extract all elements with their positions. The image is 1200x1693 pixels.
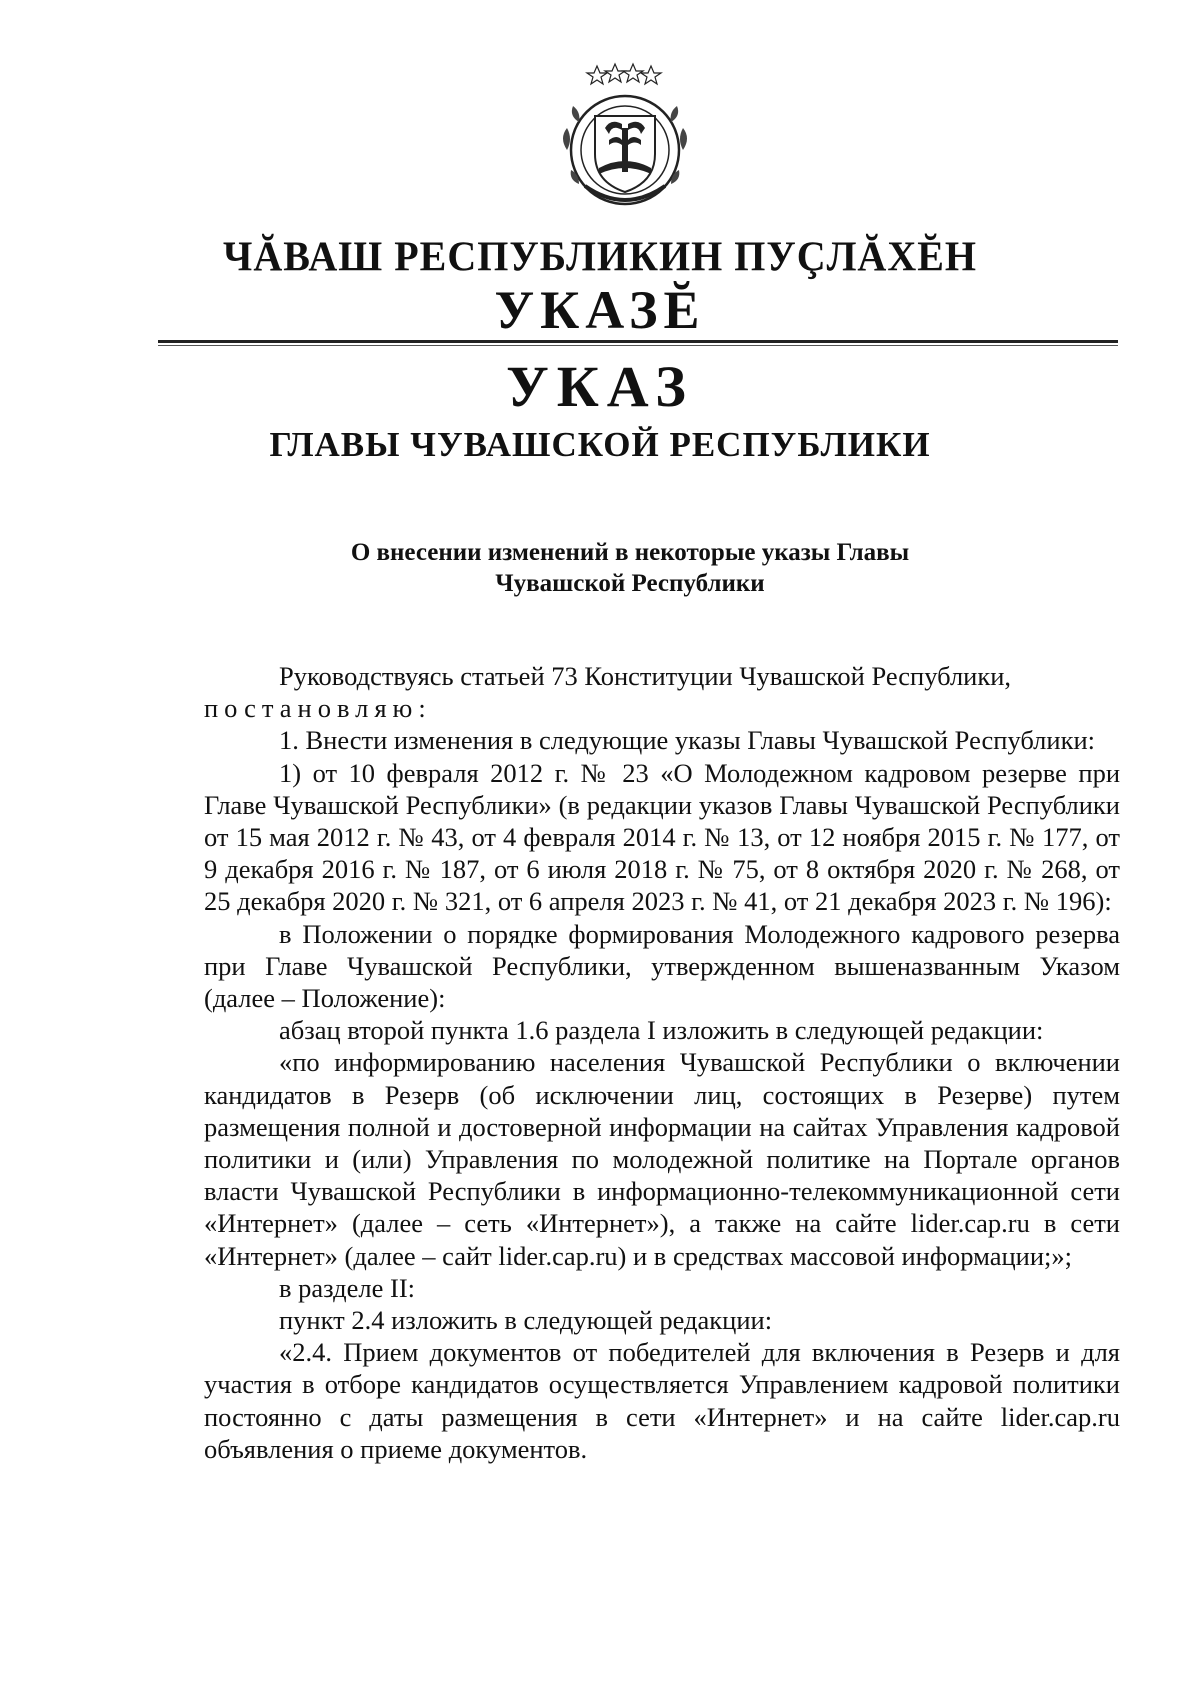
header-divider-thin <box>158 345 1118 346</box>
chuvash-coat-of-arms-icon <box>555 58 695 210</box>
intro-paragraph <box>204 660 1120 692</box>
header-divider <box>158 340 1118 343</box>
postanovlyayu-line <box>204 692 1120 724</box>
document-title-line2: Чувашской Республики <box>495 570 765 597</box>
russian-subtitle: ГЛАВЫ ЧУВАШСКОЙ РЕСПУБЛИКИ <box>269 425 931 464</box>
postanovlyayu-text: постановляю: <box>204 693 432 724</box>
paragraph-1: 1. Внести изменения в следующие указы Главы Чувашской Республики: <box>279 725 1095 756</box>
chuvash-header-title: ЧĂВАШ РЕСПУБЛИКИН ПУÇЛĂХĔН <box>222 232 977 281</box>
paragraph-7: пункт 2.4 изложить в следующей редакции: <box>279 1305 773 1336</box>
russian-ukaz-heading: УКАЗ <box>506 354 694 419</box>
paragraph-6: в разделе II: <box>279 1272 416 1303</box>
document-title-line1: О внесении изменений в некоторые указы Главы <box>350 539 910 566</box>
paragraph-8: «2.4. Прием документов от победителей для включения в Резерв и для участия в отборе кандидатов осуществляется Управлением кадровой политики постоянно с даты размещения в сети «Интернет» и на сайте lider.cap.ru объявления о приеме документов. <box>204 1337 1120 1464</box>
intro-text: Руководствуясь статьей 73 Конституции Чувашской Республики, <box>279 661 1012 691</box>
document-title <box>250 537 1010 599</box>
document-body <box>204 660 1120 1465</box>
paragraph-3: в Положении о порядке формирования Молодежного кадрового резерва при Главе Чувашской Республики, утвержденном вышеназванным Указом (далее – Положение): <box>204 918 1120 1014</box>
paragraph-4: абзац второй пункта 1.6 раздела I изложить в следующей редакции: <box>279 1015 1044 1046</box>
paragraph-5: «по информированию населения Чувашской Республики о включении кандидатов в Резерв (об исключении лиц, состоящих в Резерве) путем размещения полной и достоверной информации на сайтах Управления кадровой политики и (или) Управления по молодежной политике на Портале органов власти Чувашской Республики в информационно-телекоммуникационной сети «Интернет» (далее – сеть «Интернет»), а также на сайте lider.cap.ru в сети «Интернет» (далее – сайт lider.cap.ru) и в средствах массовой информации;»; <box>204 1047 1120 1271</box>
chuvash-ukaze-heading: УКАЗĔ <box>494 280 706 340</box>
paragraph-2: 1) от 10 февраля 2012 г. № 23 «О Молодежном кадровом резерве при Главе Чувашской Республики» (в редакции указов Главы Чувашской Республики от 15 мая 2012 г. № 43, от 4 февраля 2014 г. № 13, от 12 ноября 2015 г. № 177, от 9 декабря 2016 г. № 187, от 6 июля 2018 г. № 75, от 8 октября 2020 г. № 268, от 25 декабря 2020 г. № 321, от 6 апреля 2023 г. № 41, от 21 декабря 2023 г. № 196): <box>204 757 1120 917</box>
